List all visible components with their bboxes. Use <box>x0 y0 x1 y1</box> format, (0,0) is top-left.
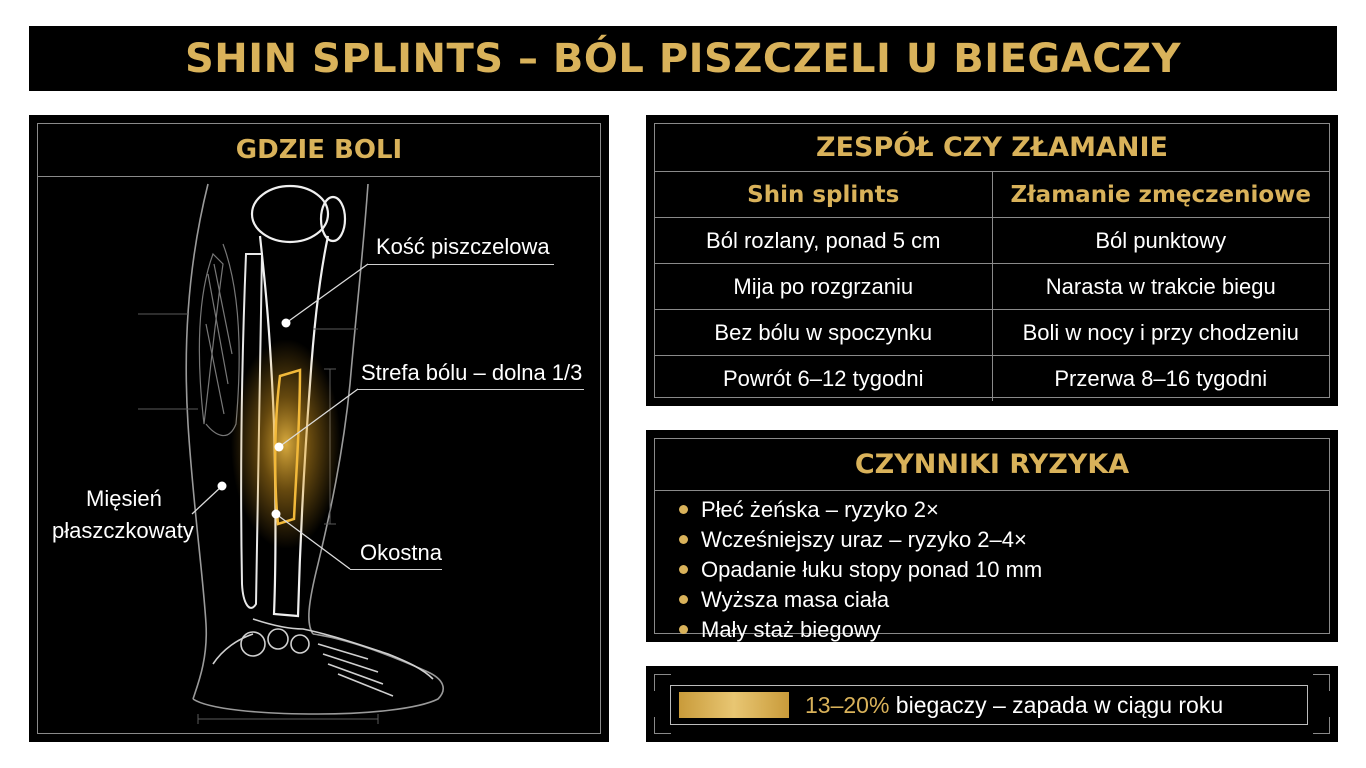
frame-corner <box>654 674 671 691</box>
table-cell: Narasta w trakcie biegu <box>992 264 1329 310</box>
pain-zone-label: Strefa bólu – dolna 1/3 <box>361 360 583 385</box>
header-banner <box>29 26 1337 91</box>
list-item-text: Płeć żeńska – ryzyko 2× <box>701 497 939 522</box>
comparison-table <box>655 172 1329 401</box>
incidence-bar <box>679 692 789 718</box>
list-item-text: Mały staż biegowy <box>701 617 881 642</box>
table-row <box>655 356 1329 402</box>
periosteum-label: Okostna <box>360 540 442 565</box>
bullet-dot-icon <box>679 625 688 634</box>
list-item-text: Wyższa masa ciała <box>701 587 890 612</box>
incidence-percent: 13–20% <box>805 692 890 718</box>
column-header: Złamanie zmęczeniowe <box>992 172 1329 218</box>
comparison-title: ZESPÓŁ CZY ZŁAMANIE <box>655 124 1329 172</box>
incidence-stat-box <box>670 685 1308 725</box>
list-item <box>679 615 1042 645</box>
comparison-panel <box>646 115 1338 406</box>
where-it-hurts-title: GDZIE BOLI <box>38 124 600 177</box>
table-cell: Ból punktowy <box>992 218 1329 264</box>
table-row <box>655 310 1329 356</box>
frame-corner <box>654 717 671 734</box>
where-it-hurts-frame <box>37 123 601 734</box>
risk-factors-frame <box>654 438 1330 642</box>
soleus-label-line2: płaszczkowaty <box>52 518 194 543</box>
list-item-text: Opadanie łuku stopy ponad 10 mm <box>701 557 1043 582</box>
risk-factors-panel <box>646 430 1338 642</box>
list-item <box>679 525 1042 555</box>
table-cell: Bez bólu w spoczynku <box>655 310 992 356</box>
incidence-caption: biegaczy – zapada w ciągu roku <box>889 692 1224 718</box>
list-item-text: Wcześniejszy uraz – ryzyko 2–4× <box>701 527 1027 552</box>
soleus-label-line1: Mięsień <box>86 486 162 511</box>
incidence-stat-panel <box>646 666 1338 742</box>
tibia-label: Kość piszczelowa <box>376 234 550 259</box>
frame-corner <box>1313 674 1330 691</box>
table-cell: Powrót 6–12 tygodni <box>655 356 992 402</box>
pain-zone-label-underline <box>358 389 584 390</box>
bullet-dot-icon <box>679 505 688 514</box>
bullet-dot-icon <box>679 535 688 544</box>
periosteum-label-underline <box>350 569 442 570</box>
list-item <box>679 585 1042 615</box>
soleus-muscle <box>199 244 239 436</box>
table-header-row <box>655 172 1329 218</box>
list-item <box>679 555 1042 585</box>
foot-bones <box>213 619 433 696</box>
page-title: SHIN SPLINTS – BÓL PISZCZELI U BIEGACZY <box>184 35 1182 82</box>
table-cell: Ból rozlany, ponad 5 cm <box>655 218 992 264</box>
table-cell: Mija po rozgrzaniu <box>655 264 992 310</box>
table-cell: Przerwa 8–16 tygodni <box>992 356 1329 402</box>
where-it-hurts-panel <box>29 115 609 742</box>
table-row <box>655 218 1329 264</box>
risk-factors-list <box>679 495 1042 645</box>
comparison-frame <box>654 123 1330 398</box>
table-cell: Boli w nocy i przy chodzeniu <box>992 310 1329 356</box>
bullet-dot-icon <box>679 565 688 574</box>
frame-corner <box>1313 717 1330 734</box>
incidence-text <box>805 686 1223 724</box>
table-row <box>655 264 1329 310</box>
tibia-label-underline <box>368 264 554 265</box>
risk-factors-title: CZYNNIKI RYZYKA <box>655 439 1329 491</box>
leg-anatomy-diagram <box>38 124 601 734</box>
list-item <box>679 495 1042 525</box>
bullet-dot-icon <box>679 595 688 604</box>
column-header: Shin splints <box>655 172 992 218</box>
pain-zone-glow <box>231 339 341 549</box>
